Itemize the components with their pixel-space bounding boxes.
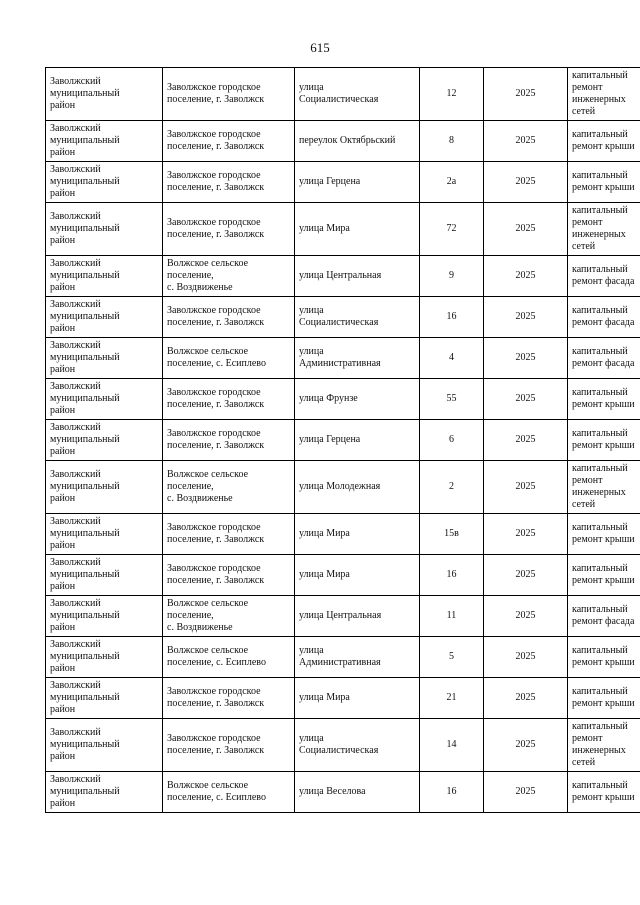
year-cell: 2025 xyxy=(484,203,568,256)
settlement-cell: Волжское сельское поселение, с. Воздвиженье xyxy=(163,256,295,297)
street-cell: улица Герцена xyxy=(295,420,420,461)
table-row xyxy=(46,68,640,121)
district-cell: Заволжский муниципальный район xyxy=(46,772,163,813)
table-row xyxy=(46,121,640,162)
year-cell: 2025 xyxy=(484,256,568,297)
year-cell: 2025 xyxy=(484,514,568,555)
street-cell: улица Мира xyxy=(295,203,420,256)
house-number-cell: 72 xyxy=(420,203,484,256)
street-cell: улица Мира xyxy=(295,514,420,555)
house-number-cell: 12 xyxy=(420,68,484,121)
district-cell: Заволжский муниципальный район xyxy=(46,203,163,256)
repair-schedule-table xyxy=(45,67,640,813)
house-number-cell: 15в xyxy=(420,514,484,555)
table-row xyxy=(46,719,640,772)
settlement-cell: Заволжское городское поселение, г. Заволжск xyxy=(163,719,295,772)
district-cell: Заволжский муниципальный район xyxy=(46,338,163,379)
district-cell: Заволжский муниципальный район xyxy=(46,420,163,461)
work-type-cell: капитальный ремонт крыши xyxy=(568,121,640,162)
work-type-cell: капитальный ремонт крыши xyxy=(568,772,640,813)
settlement-cell: Волжское сельское поселение, с. Есиплево xyxy=(163,338,295,379)
district-cell: Заволжский муниципальный район xyxy=(46,256,163,297)
street-cell: переулок Октябрьский xyxy=(295,121,420,162)
year-cell: 2025 xyxy=(484,678,568,719)
house-number-cell: 16 xyxy=(420,555,484,596)
district-cell: Заволжский муниципальный район xyxy=(46,719,163,772)
street-cell: улица Молодежная xyxy=(295,461,420,514)
year-cell: 2025 xyxy=(484,420,568,461)
district-cell: Заволжский муниципальный район xyxy=(46,596,163,637)
table-row xyxy=(46,420,640,461)
house-number-cell: 6 xyxy=(420,420,484,461)
house-number-cell: 5 xyxy=(420,637,484,678)
house-number-cell: 11 xyxy=(420,596,484,637)
table-row xyxy=(46,772,640,813)
year-cell: 2025 xyxy=(484,555,568,596)
table-row xyxy=(46,256,640,297)
settlement-cell: Волжское сельское поселение, с. Есиплево xyxy=(163,637,295,678)
table-body xyxy=(46,68,640,813)
work-type-cell: капитальный ремонт крыши xyxy=(568,637,640,678)
settlement-cell: Заволжское городское поселение, г. Заволжск xyxy=(163,678,295,719)
year-cell: 2025 xyxy=(484,121,568,162)
settlement-cell: Волжское сельское поселение, с. Воздвиженье xyxy=(163,596,295,637)
table-row xyxy=(46,637,640,678)
year-cell: 2025 xyxy=(484,461,568,514)
work-type-cell: капитальный ремонт крыши xyxy=(568,555,640,596)
district-cell: Заволжский муниципальный район xyxy=(46,297,163,338)
house-number-cell: 2а xyxy=(420,162,484,203)
street-cell: улица Мира xyxy=(295,555,420,596)
work-type-cell: капитальный ремонт фасада xyxy=(568,297,640,338)
house-number-cell: 4 xyxy=(420,338,484,379)
table-row xyxy=(46,461,640,514)
house-number-cell: 8 xyxy=(420,121,484,162)
year-cell: 2025 xyxy=(484,719,568,772)
work-type-cell: капитальный ремонт крыши xyxy=(568,162,640,203)
street-cell: улица Административная xyxy=(295,338,420,379)
year-cell: 2025 xyxy=(484,162,568,203)
district-cell: Заволжский муниципальный район xyxy=(46,379,163,420)
work-type-cell: капитальный ремонт фасада xyxy=(568,338,640,379)
district-cell: Заволжский муниципальный район xyxy=(46,461,163,514)
settlement-cell: Заволжское городское поселение, г. Заволжск xyxy=(163,379,295,420)
settlement-cell: Заволжское городское поселение, г. Заволжск xyxy=(163,420,295,461)
year-cell: 2025 xyxy=(484,637,568,678)
district-cell: Заволжский муниципальный район xyxy=(46,68,163,121)
work-type-cell: капитальный ремонт крыши xyxy=(568,514,640,555)
house-number-cell: 14 xyxy=(420,719,484,772)
table-row xyxy=(46,338,640,379)
table-row xyxy=(46,297,640,338)
table-row xyxy=(46,678,640,719)
settlement-cell: Заволжское городское поселение, г. Заволжск xyxy=(163,297,295,338)
house-number-cell: 9 xyxy=(420,256,484,297)
district-cell: Заволжский муниципальный район xyxy=(46,514,163,555)
settlement-cell: Заволжское городское поселение, г. Заволжск xyxy=(163,162,295,203)
work-type-cell: капитальный ремонт инженерных сетей xyxy=(568,203,640,256)
street-cell: улица Социалистическая xyxy=(295,719,420,772)
street-cell: улица Административная xyxy=(295,637,420,678)
table-row xyxy=(46,203,640,256)
work-type-cell: капитальный ремонт крыши xyxy=(568,379,640,420)
work-type-cell: капитальный ремонт крыши xyxy=(568,678,640,719)
house-number-cell: 16 xyxy=(420,297,484,338)
year-cell: 2025 xyxy=(484,379,568,420)
district-cell: Заволжский муниципальный район xyxy=(46,555,163,596)
year-cell: 2025 xyxy=(484,297,568,338)
house-number-cell: 16 xyxy=(420,772,484,813)
work-type-cell: капитальный ремонт инженерных сетей xyxy=(568,68,640,121)
house-number-cell: 2 xyxy=(420,461,484,514)
settlement-cell: Волжское сельское поселение, с. Есиплево xyxy=(163,772,295,813)
district-cell: Заволжский муниципальный район xyxy=(46,637,163,678)
settlement-cell: Заволжское городское поселение, г. Заволжск xyxy=(163,203,295,256)
year-cell: 2025 xyxy=(484,68,568,121)
settlement-cell: Заволжское городское поселение, г. Заволжск xyxy=(163,68,295,121)
settlement-cell: Заволжское городское поселение, г. Заволжск xyxy=(163,514,295,555)
work-type-cell: капитальный ремонт инженерных сетей xyxy=(568,719,640,772)
work-type-cell: капитальный ремонт крыши xyxy=(568,420,640,461)
street-cell: улица Центральная xyxy=(295,256,420,297)
table-row xyxy=(46,596,640,637)
street-cell: улица Социалистическая xyxy=(295,68,420,121)
street-cell: улица Герцена xyxy=(295,162,420,203)
work-type-cell: капитальный ремонт фасада xyxy=(568,596,640,637)
year-cell: 2025 xyxy=(484,772,568,813)
table-row xyxy=(46,555,640,596)
street-cell: улица Социалистическая xyxy=(295,297,420,338)
table-row xyxy=(46,379,640,420)
street-cell: улица Веселова xyxy=(295,772,420,813)
district-cell: Заволжский муниципальный район xyxy=(46,162,163,203)
settlement-cell: Заволжское городское поселение, г. Заволжск xyxy=(163,121,295,162)
table-row xyxy=(46,514,640,555)
table-row xyxy=(46,162,640,203)
street-cell: улица Фрунзе xyxy=(295,379,420,420)
work-type-cell: капитальный ремонт инженерных сетей xyxy=(568,461,640,514)
house-number-cell: 21 xyxy=(420,678,484,719)
street-cell: улица Мира xyxy=(295,678,420,719)
settlement-cell: Заволжское городское поселение, г. Заволжск xyxy=(163,555,295,596)
settlement-cell: Волжское сельское поселение, с. Воздвиженье xyxy=(163,461,295,514)
house-number-cell: 55 xyxy=(420,379,484,420)
year-cell: 2025 xyxy=(484,596,568,637)
page-number: 615 xyxy=(310,40,330,55)
district-cell: Заволжский муниципальный район xyxy=(46,121,163,162)
work-type-cell: капитальный ремонт фасада xyxy=(568,256,640,297)
district-cell: Заволжский муниципальный район xyxy=(46,678,163,719)
street-cell: улица Центральная xyxy=(295,596,420,637)
year-cell: 2025 xyxy=(484,338,568,379)
